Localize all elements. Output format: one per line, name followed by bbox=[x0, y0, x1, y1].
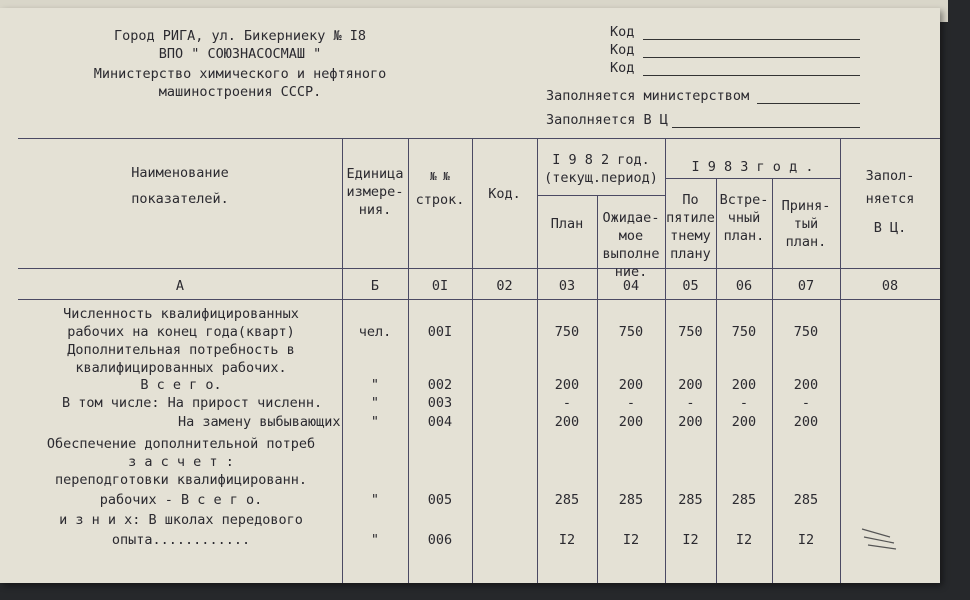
row6-name-line1: и з н и х: В школах передового bbox=[59, 512, 303, 528]
fill-vc-line bbox=[672, 127, 860, 128]
header-line-association: ВПО " СОЮЗНАСОСМАШ " bbox=[158, 46, 322, 62]
header-line-city: Город РИГА, ул. Бикерниеку № I8 bbox=[114, 28, 366, 44]
row4-plan: 200 bbox=[554, 414, 580, 430]
col-name-header-2: показателей. bbox=[131, 191, 229, 207]
col-name-header: Наименование bbox=[131, 165, 229, 181]
fill-vc-label: Заполняется В Ц bbox=[546, 112, 668, 128]
row5-unit: " bbox=[370, 492, 380, 508]
col-fiveyear-header-4: плану bbox=[670, 246, 711, 262]
row6-counter: I2 bbox=[735, 532, 753, 548]
col-counter-header-2: чный bbox=[727, 210, 761, 226]
code-line-2 bbox=[643, 57, 860, 58]
row4-number: 004 bbox=[427, 414, 453, 430]
row5-name-line2: з а с ч е т : bbox=[128, 454, 234, 470]
col-1982-period: (текущ.период) bbox=[544, 170, 658, 186]
col-vc-header-2: няется bbox=[865, 191, 915, 207]
col-1983-header: I 9 8 3 г о д . bbox=[691, 159, 814, 175]
col-rowno-header-2: строк. bbox=[415, 192, 465, 208]
row6-plan: I2 bbox=[558, 532, 576, 548]
code-label-3: Код bbox=[610, 60, 635, 76]
col-rowno-header: № № bbox=[430, 170, 450, 183]
row3-plan: - bbox=[562, 395, 572, 411]
col-unit-header-3: ния. bbox=[358, 202, 392, 218]
fill-ministry-label: Заполняется министерством bbox=[546, 88, 750, 104]
col-fiveyear-header-2: пятиле bbox=[666, 210, 715, 226]
row1-name-line2: рабочих на конец года(кварт) bbox=[67, 324, 295, 340]
row2-plan: 200 bbox=[554, 377, 580, 393]
index-cell-06: 06 bbox=[735, 278, 753, 294]
year1983-sub-rule bbox=[665, 178, 840, 179]
row4-adopted: 200 bbox=[793, 414, 819, 430]
col-counter-header-3: план. bbox=[723, 228, 765, 244]
index-cell-04: 04 bbox=[622, 278, 640, 294]
row1-number: 00I bbox=[427, 324, 453, 340]
col-fiveyear-header: По bbox=[682, 192, 699, 208]
row4-unit: " bbox=[370, 414, 380, 430]
col-counter-header: Встре- bbox=[719, 192, 769, 208]
index-cell-02: 02 bbox=[496, 278, 513, 294]
row5-fiveyear: 285 bbox=[678, 492, 703, 508]
index-cell-05: 05 bbox=[682, 278, 699, 294]
col-adopted-header-3: план. bbox=[785, 234, 827, 250]
table-top-rule bbox=[18, 138, 940, 139]
row4-expected: 200 bbox=[618, 414, 644, 430]
row1-counter: 750 bbox=[731, 324, 757, 340]
col-fiveyear-header-3: тнему bbox=[670, 228, 711, 244]
col-adopted-header: Приня- bbox=[781, 198, 831, 214]
code-label-1: Код bbox=[610, 24, 635, 40]
index-cell-a: А bbox=[175, 278, 185, 294]
row2-adopted: 200 bbox=[793, 377, 819, 393]
row3-adopted: - bbox=[801, 395, 811, 411]
index-row-rule bbox=[18, 299, 940, 300]
document-page bbox=[0, 8, 940, 583]
row1-name-line1: Численность квалифицированных bbox=[63, 306, 299, 322]
row2-unit: " bbox=[370, 377, 380, 393]
row1-fiveyear: 750 bbox=[678, 324, 703, 340]
pencil-mark bbox=[860, 523, 900, 553]
code-line-1 bbox=[643, 39, 860, 40]
col-plan-header: План bbox=[550, 216, 584, 232]
row1-adopted: 750 bbox=[793, 324, 819, 340]
col-adopted-header-2: тый bbox=[793, 216, 819, 232]
code-line-3 bbox=[643, 75, 860, 76]
row1-expected: 750 bbox=[618, 324, 644, 340]
header-bottom-rule bbox=[18, 268, 940, 269]
col-vc-header-3: В Ц. bbox=[873, 220, 907, 236]
row2-name-line2: квалифицированных рабочих. bbox=[75, 360, 287, 376]
row5-expected: 285 bbox=[618, 492, 644, 508]
fill-ministry-line bbox=[757, 103, 860, 104]
code-label-2: Код bbox=[610, 42, 635, 58]
row2-counter: 200 bbox=[731, 377, 757, 393]
col-unit-header: Единица bbox=[346, 166, 404, 182]
col-expected-header: Ожидае- bbox=[602, 210, 660, 226]
header-line-ministry: Министерство химического и нефтяного bbox=[93, 66, 387, 82]
index-cell-07: 07 bbox=[797, 278, 815, 294]
row6-unit: " bbox=[370, 532, 380, 548]
index-cell-b: Б bbox=[370, 278, 380, 294]
row5-counter: 285 bbox=[731, 492, 757, 508]
row5-name-line4: рабочих - В с е г о. bbox=[99, 492, 263, 508]
row2-name-line3: В с е г о. bbox=[140, 377, 222, 393]
row1-unit: чел. bbox=[358, 324, 392, 340]
year1982-sub-rule bbox=[537, 195, 665, 196]
row5-name-line3: переподготовки квалифицированн. bbox=[55, 472, 307, 488]
row4-counter: 200 bbox=[731, 414, 757, 430]
row6-name-line2: опыта............ bbox=[111, 532, 251, 548]
index-cell-03: 03 bbox=[558, 278, 576, 294]
row3-name: В том числе: На прирост численн. bbox=[62, 395, 323, 411]
col-unit-header-2: измере- bbox=[346, 184, 404, 200]
row6-number: 006 bbox=[427, 532, 453, 548]
row1-plan: 750 bbox=[554, 324, 580, 340]
row5-adopted: 285 bbox=[793, 492, 819, 508]
row4-fiveyear: 200 bbox=[678, 414, 703, 430]
index-cell-01: 0I bbox=[431, 278, 449, 294]
row6-adopted: I2 bbox=[797, 532, 815, 548]
row5-number: 005 bbox=[427, 492, 453, 508]
row5-plan: 285 bbox=[554, 492, 580, 508]
header-line-ministry-2: машиностроения СССР. bbox=[158, 84, 322, 100]
row3-number: 003 bbox=[427, 395, 453, 411]
col-expected-header-2: мое bbox=[618, 228, 644, 244]
row3-fiveyear: - bbox=[686, 395, 695, 411]
row3-expected: - bbox=[626, 395, 636, 411]
col-1982-header: I 9 8 2 год. bbox=[552, 152, 650, 168]
row3-counter: - bbox=[739, 395, 749, 411]
row2-fiveyear: 200 bbox=[678, 377, 703, 393]
col-divider-3 bbox=[472, 138, 473, 583]
row5-name-line1: Обеспечение дополнительной потреб bbox=[46, 436, 316, 452]
row6-expected: I2 bbox=[622, 532, 640, 548]
col-expected-header-3: выполне bbox=[602, 246, 660, 262]
row2-expected: 200 bbox=[618, 377, 644, 393]
col-vc-header: Запол- bbox=[865, 168, 915, 184]
col-code-header: Код. bbox=[488, 186, 521, 202]
row2-name-line1: Дополнительная потребность в bbox=[67, 342, 295, 358]
row3-unit: " bbox=[370, 395, 380, 411]
row2-number: 002 bbox=[427, 377, 453, 393]
index-cell-08: 08 bbox=[881, 278, 899, 294]
row4-name: На замену выбывающих bbox=[178, 414, 341, 430]
col-divider-4 bbox=[537, 138, 538, 583]
col-expected-header-4: ние. bbox=[614, 264, 648, 280]
row6-fiveyear: I2 bbox=[682, 532, 699, 548]
